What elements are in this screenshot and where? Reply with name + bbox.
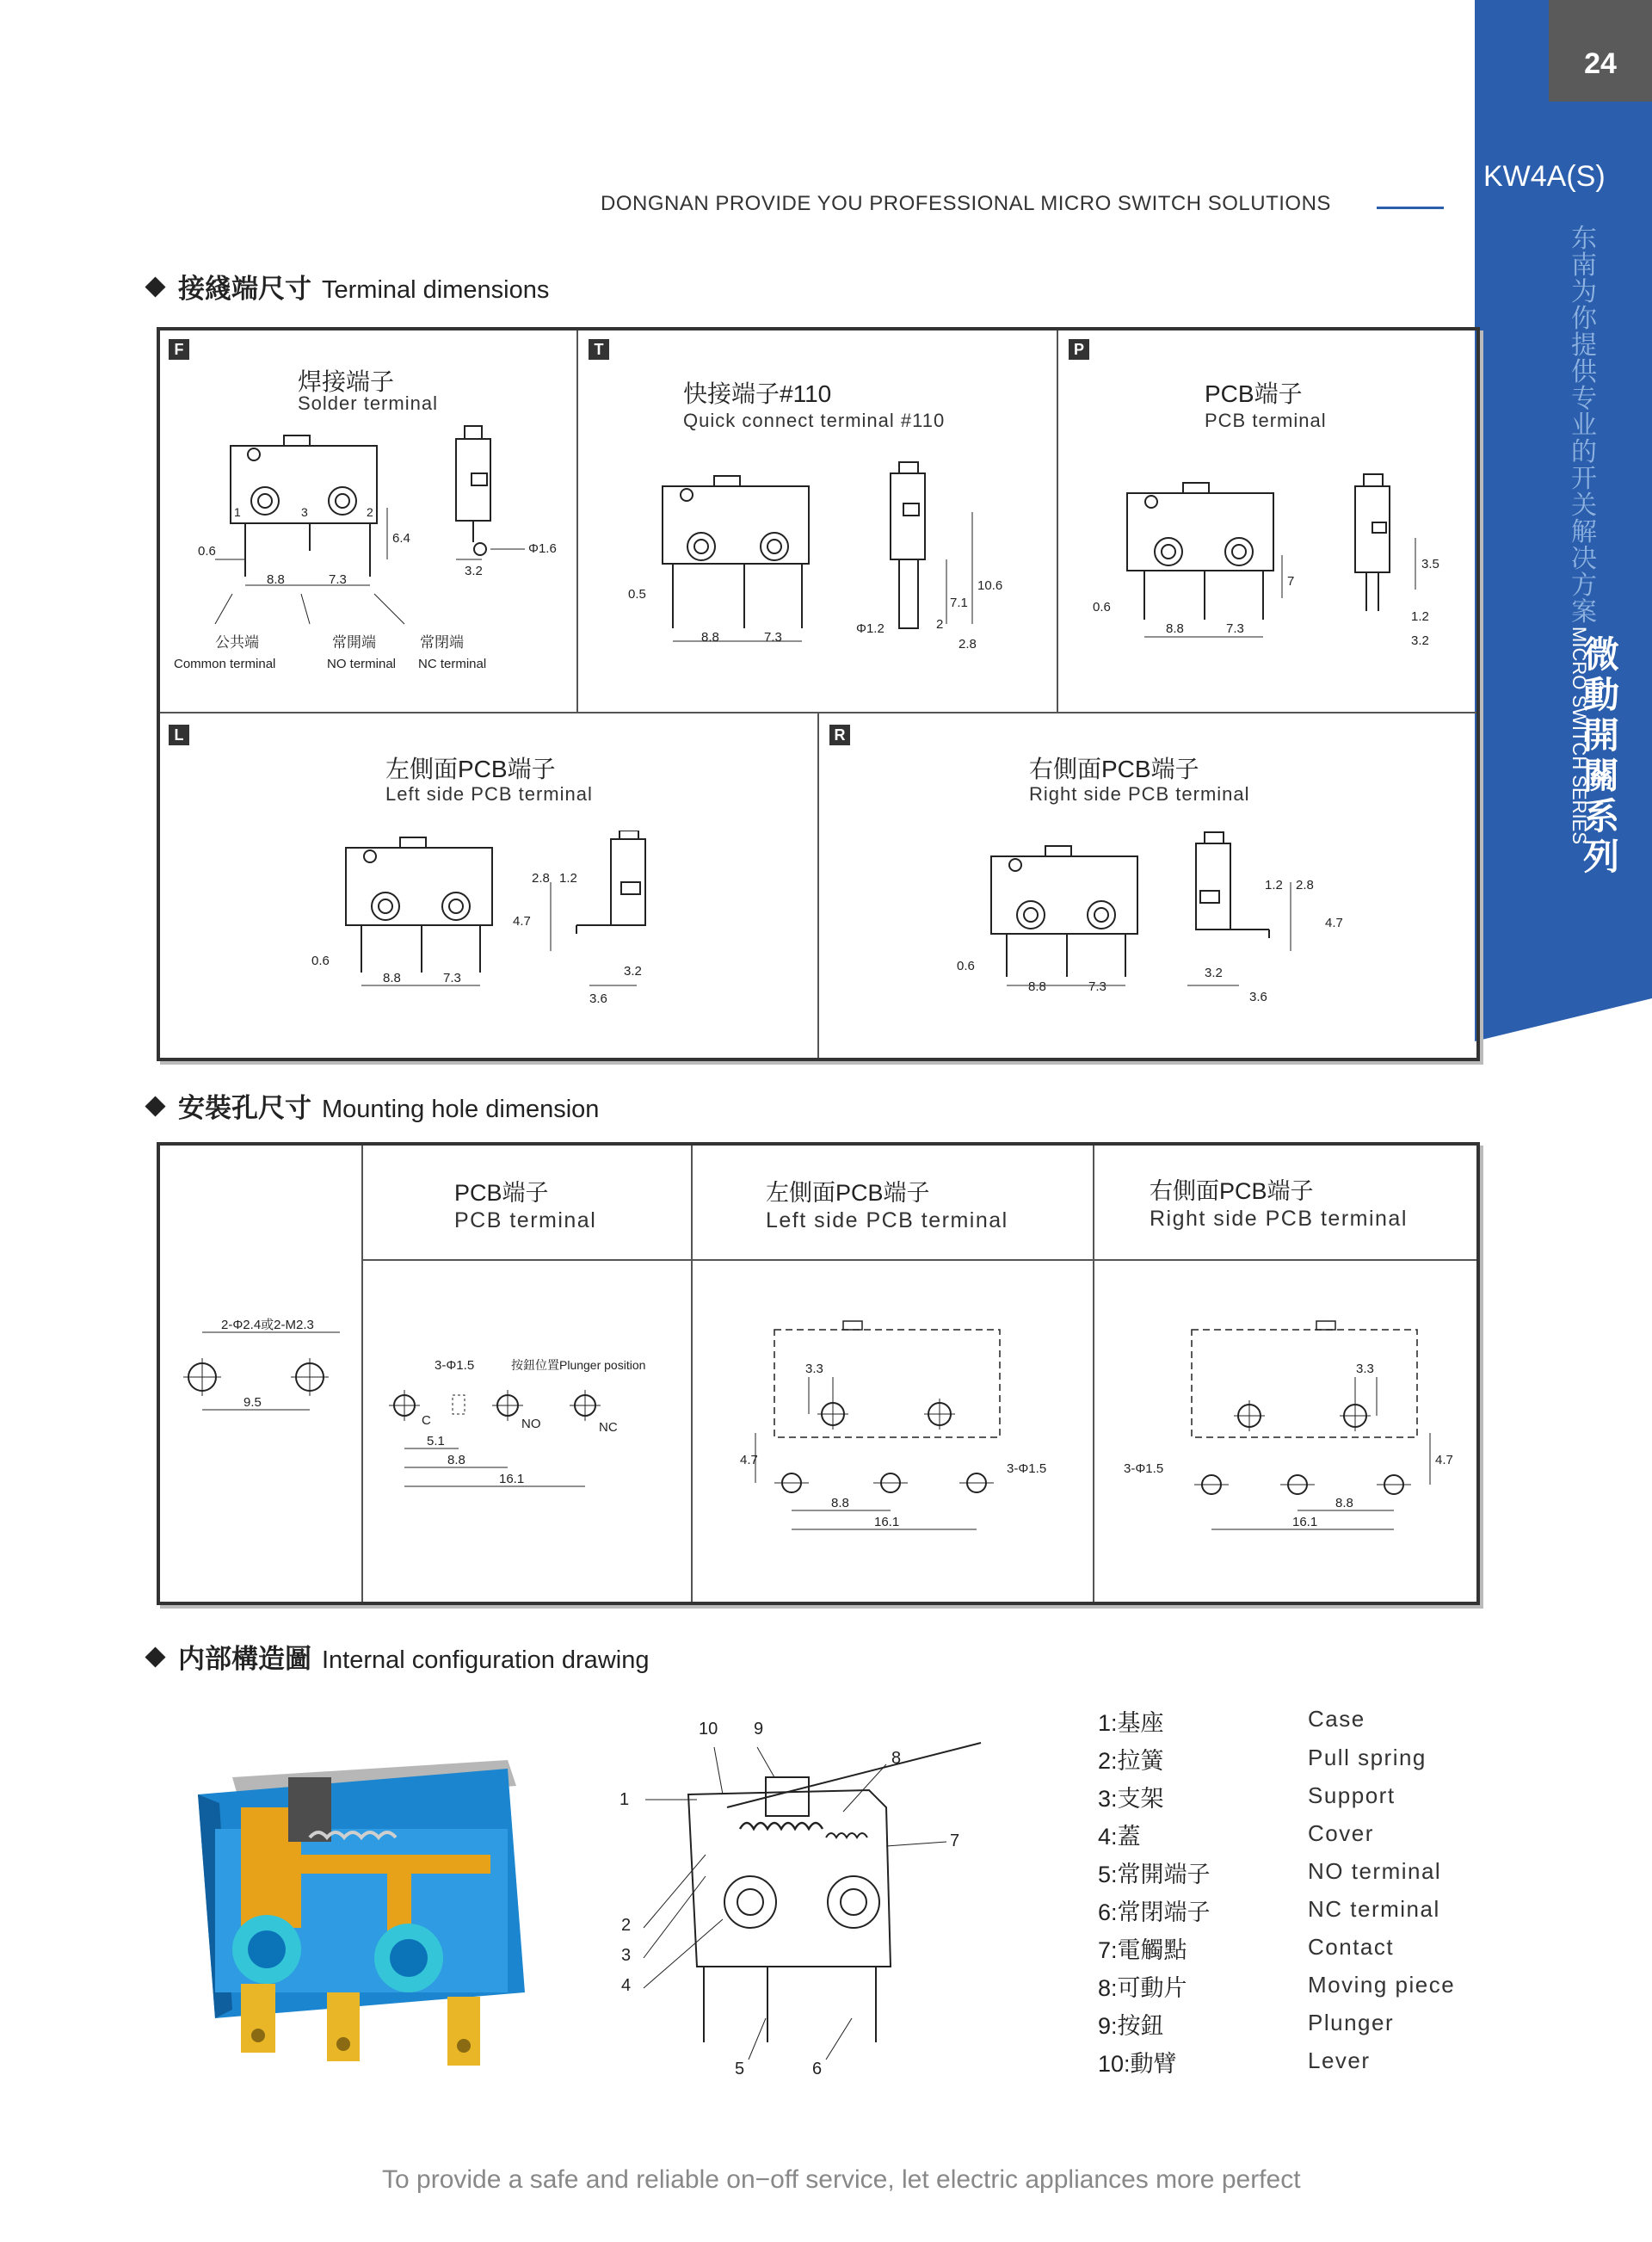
dim-label: 7.3 <box>1226 621 1244 636</box>
dim-label: 8.8 <box>1335 1496 1353 1510</box>
internal-line-drawing <box>602 1708 1032 2087</box>
pcb-mounting-drawing <box>370 1338 684 1502</box>
section-cn: 安裝孔尺寸 <box>178 1093 311 1123</box>
row-divider <box>363 1259 1476 1261</box>
callout-number: 5 <box>735 2060 745 2078</box>
plunger-position-label: 按鈕位置Plunger position <box>511 1358 646 1372</box>
dim-label: 1.2 <box>559 871 577 886</box>
basic-mounting-drawing <box>168 1308 357 1429</box>
dim-label: 16.1 <box>874 1515 900 1529</box>
col-header-en: Left side PCB terminal <box>766 1208 1008 1232</box>
panel-title-en: PCB terminal <box>1205 410 1327 431</box>
dim-label: 2.8 <box>532 871 550 886</box>
no-terminal-cn: 常開端 <box>332 634 376 651</box>
dim-label: 7.3 <box>1088 979 1106 994</box>
dim-label: Φ1.6 <box>528 541 557 556</box>
dim-label: 0.5 <box>628 587 646 602</box>
right-side-pcb-drawing <box>946 831 1359 1011</box>
callout-number: 4 <box>621 1976 632 1995</box>
left-side-mounting-drawing <box>723 1304 1076 1553</box>
dim-label: 7 <box>1287 574 1295 589</box>
panel-badge-r: R <box>829 725 850 745</box>
dim-label: 3.3 <box>1356 1362 1374 1376</box>
dim-label: 8.8 <box>831 1496 849 1510</box>
dim-label: 3.2 <box>1411 633 1429 648</box>
col-divider <box>691 1146 693 1602</box>
part-cn: 1:基座 <box>1098 1710 1164 1736</box>
section-cn: 内部構造圖 <box>178 1644 311 1674</box>
diamond-bullet-icon <box>145 276 165 297</box>
callout-number: 3 <box>621 1946 632 1965</box>
diamond-bullet-icon <box>145 1646 165 1667</box>
dim-label: Φ1.2 <box>856 621 885 636</box>
dim-label: 16.1 <box>1292 1515 1318 1529</box>
col-divider <box>817 713 819 1058</box>
header-tagline: DONGNAN PROVIDE YOU PROFESSIONAL MICRO SWITCH SOLUTIONS <box>601 192 1331 215</box>
part-en: Case <box>1308 1706 1365 1732</box>
dim-label: 8.8 <box>447 1453 465 1467</box>
terminal-c-label: C <box>422 1413 431 1428</box>
part-cn: 4:蓋 <box>1098 1824 1141 1850</box>
panel-title-en: Quick connect terminal #110 <box>683 410 946 431</box>
left-side-pcb-drawing <box>293 831 671 1011</box>
panel-title-cn: 快接端子#110 <box>683 380 832 407</box>
part-cn: 3:支架 <box>1098 1786 1164 1812</box>
part-cn: 7:電觸點 <box>1098 1937 1187 1963</box>
dim-label: 3.6 <box>589 991 607 1006</box>
panel-badge-f: F <box>169 339 189 360</box>
dim-label: 8.8 <box>701 630 719 645</box>
section-en: Terminal dimensions <box>322 276 550 304</box>
panel-title-en: Left side PCB terminal <box>385 783 593 805</box>
dim-label: 2.8 <box>959 637 977 652</box>
dim-label: 3.5 <box>1421 557 1439 571</box>
panel-title-cn: 右側面PCB端子 <box>1029 756 1199 782</box>
dim-label: 3-Φ1.5 <box>435 1358 475 1373</box>
dim-label: 2-Φ2.4或2-M2.3 <box>221 1318 314 1332</box>
diamond-bullet-icon <box>145 1096 165 1116</box>
part-cn: 5:常開端子 <box>1098 1862 1211 1887</box>
dim-label: 8.8 <box>1028 979 1046 994</box>
col-header-cn: PCB端子 <box>454 1180 549 1206</box>
pin-number: 1 <box>234 505 241 519</box>
section-en: Internal configuration drawing <box>322 1646 650 1674</box>
dim-label: 0.6 <box>198 544 216 559</box>
dim-label: 8.8 <box>383 971 401 985</box>
section-internal-heading <box>148 1637 649 1676</box>
section-terminal-heading <box>148 267 549 306</box>
no-terminal-en: NO terminal <box>327 657 397 671</box>
callout-number: 2 <box>621 1916 632 1935</box>
page-number: 24 <box>1549 0 1652 102</box>
section-en: Mounting hole dimension <box>322 1096 600 1123</box>
footer-slogan: To provide a safe and reliable on−off service, let electric appliances more perfect <box>382 2165 1301 2194</box>
section-mounting-heading <box>148 1086 599 1125</box>
pin-number: 2 <box>367 505 373 519</box>
dim-label: 7.3 <box>443 971 461 985</box>
dim-label: 3-Φ1.5 <box>1124 1461 1164 1476</box>
part-en: NO terminal <box>1308 1858 1442 1884</box>
pcb-terminal-drawing <box>1076 469 1463 667</box>
terminal-no-label: NO <box>521 1417 541 1431</box>
dim-label: 4.7 <box>513 914 531 929</box>
dim-label: 5.1 <box>427 1434 445 1448</box>
dim-label: 2.8 <box>1296 878 1314 892</box>
panel-badge-t: T <box>589 339 609 360</box>
dim-label: 0.6 <box>1093 600 1111 615</box>
side-slogan-cn: 东南为你提供专业的开关解决方案 <box>1571 225 1597 627</box>
panel-title-cn: 左側面PCB端子 <box>385 756 556 782</box>
part-en: Cover <box>1308 1820 1374 1846</box>
dim-label: 7.3 <box>329 572 347 587</box>
col-header-en: Right side PCB terminal <box>1150 1207 1408 1231</box>
callout-number: 10 <box>699 1720 718 1739</box>
tagline-rule <box>1377 207 1444 209</box>
part-en: NC terminal <box>1308 1896 1440 1922</box>
dim-label: 6.4 <box>392 531 410 546</box>
part-en: Moving piece <box>1308 1972 1456 1998</box>
dim-label: 0.6 <box>957 959 975 973</box>
dim-label: 4.7 <box>1325 916 1343 930</box>
dim-label: 3-Φ1.5 <box>1007 1461 1047 1476</box>
common-terminal-en: Common terminal <box>174 657 276 671</box>
col-divider <box>576 330 578 712</box>
dim-label: 2 <box>936 617 944 632</box>
panel-title-en: Right side PCB terminal <box>1029 783 1250 805</box>
callout-number: 6 <box>812 2060 823 2078</box>
dim-label: 3.3 <box>805 1362 823 1376</box>
col-header-cn: 左側面PCB端子 <box>766 1180 930 1206</box>
quick-connect-drawing <box>602 460 1041 667</box>
col-header-en: PCB terminal <box>454 1208 597 1232</box>
nc-terminal-cn: 常閉端 <box>420 634 464 651</box>
nc-terminal-en: NC terminal <box>418 657 487 671</box>
common-terminal-cn: 公共端 <box>215 634 259 651</box>
right-side-mounting-drawing <box>1110 1304 1463 1553</box>
dim-label: 4.7 <box>1435 1453 1453 1467</box>
callout-number: 8 <box>891 1749 902 1768</box>
part-en: Pull spring <box>1308 1745 1427 1770</box>
col-header-cn: 右側面PCB端子 <box>1150 1178 1314 1204</box>
switch-cutaway-illustration <box>181 1726 542 2078</box>
dim-label: 7.3 <box>764 630 782 645</box>
dim-label: 7.1 <box>950 596 968 610</box>
callout-number: 1 <box>620 1790 630 1809</box>
series-title-cn: 微動開關系列 <box>1582 634 1619 877</box>
dim-label: 3.6 <box>1249 990 1267 1004</box>
side-banner <box>1475 0 1652 1041</box>
panel-title-en: Solder terminal <box>298 392 438 414</box>
part-en: Plunger <box>1308 2010 1395 2035</box>
panel-badge-l: L <box>169 725 189 745</box>
dim-label: 8.8 <box>1166 621 1184 636</box>
part-cn: 2:拉簧 <box>1098 1748 1164 1774</box>
dim-label: 3.2 <box>1205 966 1223 980</box>
panel-title-cn: 焊接端子 <box>298 368 395 395</box>
col-divider <box>361 1146 363 1602</box>
part-en: Contact <box>1308 1934 1395 1960</box>
section-cn: 接綫端尺寸 <box>178 274 311 304</box>
dim-label: 8.8 <box>267 572 285 587</box>
part-en: Support <box>1308 1782 1396 1808</box>
part-cn: 10:動臂 <box>1098 2051 1177 2077</box>
dim-label: 3.2 <box>465 564 483 578</box>
dim-label: 0.6 <box>311 954 330 968</box>
pin-number: 3 <box>301 505 308 519</box>
part-cn: 9:按鈕 <box>1098 2013 1164 2039</box>
terminal-nc-label: NC <box>599 1420 618 1435</box>
dim-label: 1.2 <box>1411 609 1429 624</box>
dim-label: 4.7 <box>740 1453 758 1467</box>
col-divider <box>1057 330 1058 712</box>
part-cn: 8:可動片 <box>1098 1975 1187 2001</box>
part-en: Lever <box>1308 2047 1371 2073</box>
col-divider <box>1093 1146 1094 1602</box>
callout-number: 7 <box>950 1831 960 1850</box>
panel-badge-p: P <box>1069 339 1089 360</box>
dim-label: 16.1 <box>499 1472 525 1486</box>
dim-label: 3.2 <box>624 964 642 979</box>
solder-terminal-drawing <box>163 422 568 680</box>
dim-label: 9.5 <box>243 1395 262 1410</box>
callout-number: 9 <box>754 1720 764 1739</box>
series-title-en: MICRO SWITCH SERIES <box>1569 627 1590 845</box>
dim-label: 1.2 <box>1265 878 1283 892</box>
part-cn: 6:常閉端子 <box>1098 1899 1211 1925</box>
panel-title-cn: PCB端子 <box>1205 380 1303 407</box>
dim-label: 10.6 <box>977 578 1003 593</box>
model-code: KW4A(S) <box>1483 160 1606 193</box>
